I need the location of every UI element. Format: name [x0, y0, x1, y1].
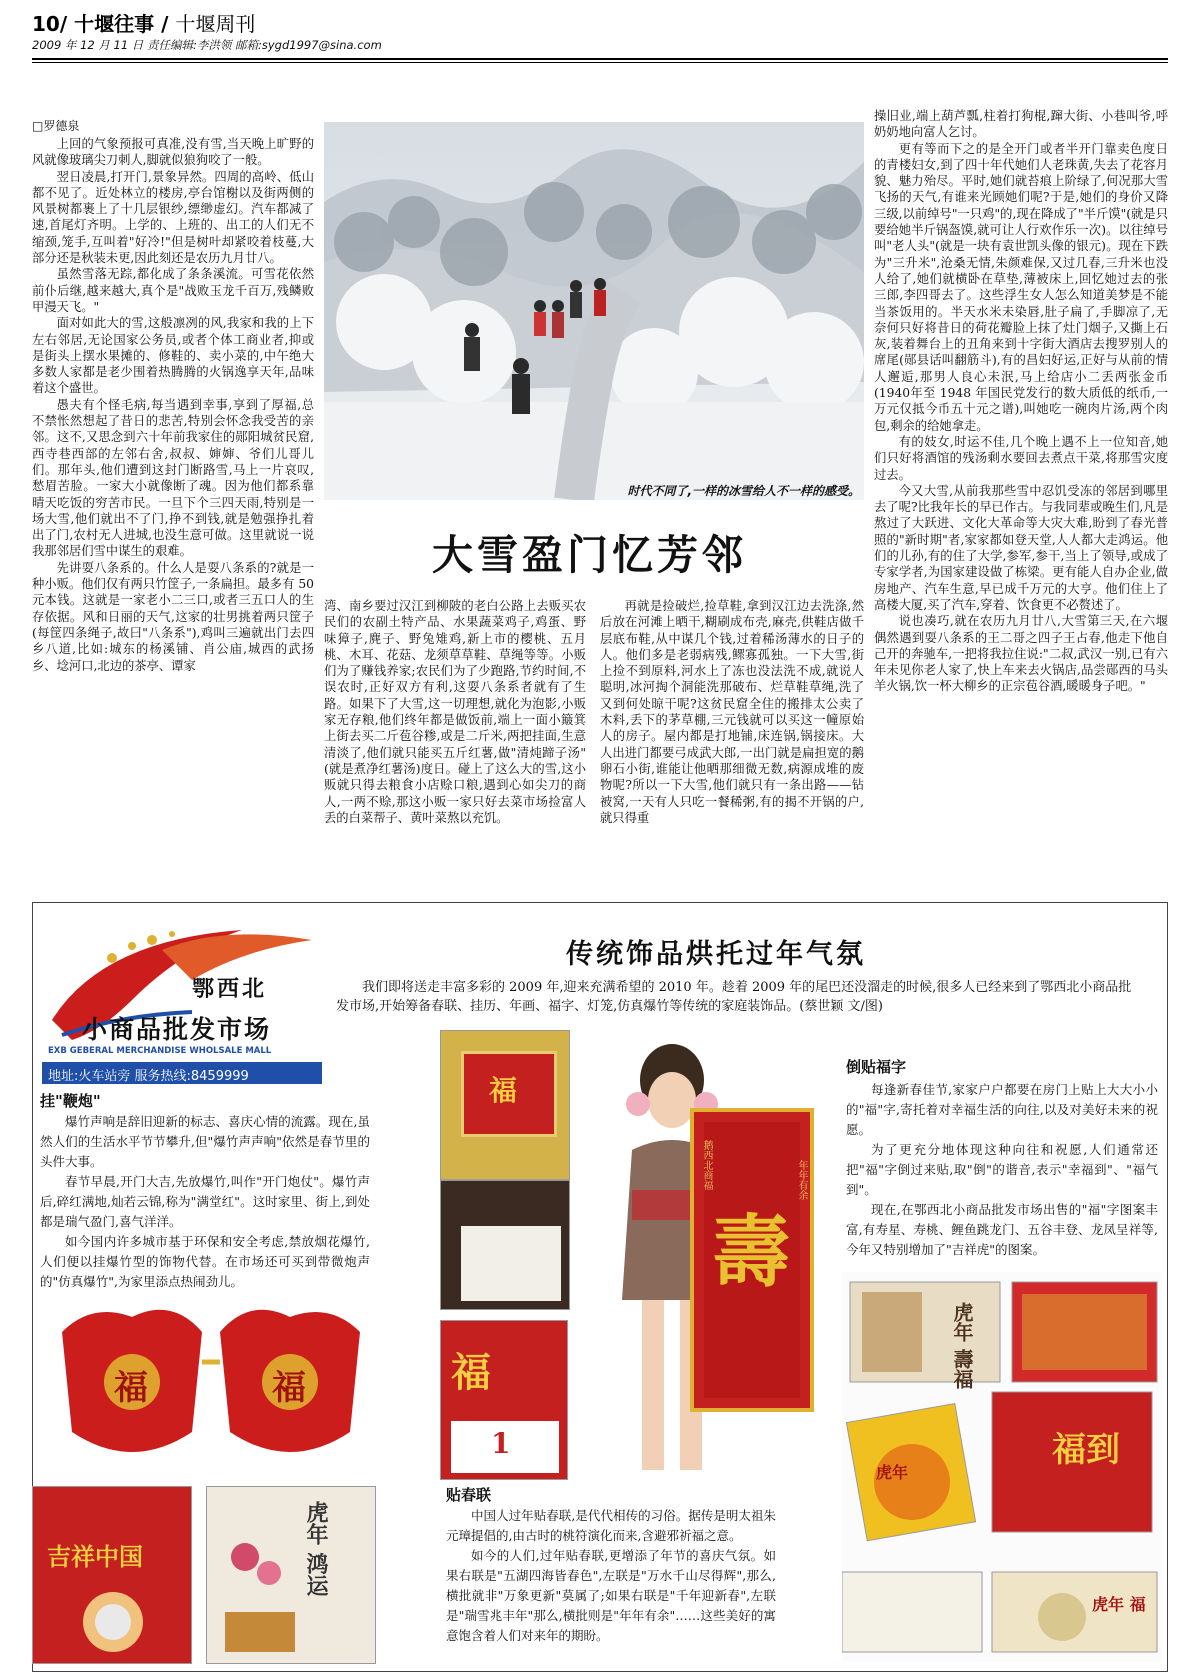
wall-calendar-photo: [440, 1320, 568, 1480]
paragraph: 愚夫有个怪毛病,每当遇到幸事,享到了厚福,总不禁怅然想起了昔日的悲苦,特别会怀念我受苦的亲邻。这不,又思念到六十年前我家住的郧阳城贫民窟,西寺巷西部的左邻右舍,叔叔、婶婶、爷们儿哥儿们。那年头,他们遭到这封门断路雪,马上一片哀叹,愁眉苦脸。一家大小就像断了魂。因为他们都系靠晴天吃饭的穷苦市民。一旦下个三四天雨,特别是一场大雪,他们就出不了门,挣不到钱,就是勉强挣扎着出了门,农村无人进城,也没生意可做。这里就说一说我那邻居们雪中谋生的艰难。: [32, 397, 314, 559]
article-column-1: [32, 136, 314, 891]
desk-calendar-2: [1012, 1282, 1157, 1382]
fu-box-photo: [440, 1030, 570, 1180]
section-body-fu: [846, 1080, 1158, 1260]
header-slash: /: [161, 12, 169, 36]
section-body-couplets: [446, 1506, 776, 1646]
desk-calendar-photo: [440, 1180, 570, 1310]
byline: □罗德泉: [32, 119, 80, 133]
fu-box-text: 福: [489, 1074, 518, 1107]
logo-name-1: 鄂西北: [192, 976, 268, 1002]
section-body-firecracker: [40, 1112, 370, 1292]
desk-calendar-1-text: 虎年 壽福: [950, 1302, 974, 1389]
paragraph: 更有等而下之的是全开门或者半开门靠卖色度日的青楼妇女,到了四十年代她们人老珠黄,失去了花容月貌、魅力殆尽。平时,她们就苔痕上阶绿了,何况那大雪飞扬的天气,有谁来光顾她们呢?于是,她们的身价又降三级,以前绰号"一只鸡"的,现在降成了"半斤馍"(就是只要给她半斤锅盔馍,就可让人行欢作乐一次)。以往绰号叫"老人头"(就是一块有袁世凯头像的银元)。现在下跌为"三升米",沧桑无情,朱颜难保,又过几春,三升米也没人给了,她们就横卧在草垫,薄被床上,回忆她过去的张三郎,李四哥去了。这些浮生女人怎么知道美梦是不能当茶饭用的。半天水米未染唇,肚子扁了,手脚凉了,无奈何只好将昔日的荷花瓣脸上抹了灶门烟子,又撕上石灰,装着舞台上的丑角来到十字街大酒店去搜罗别人的席尾(郧县话叫翻筋斗),有的昌妇好运,正好与从前的情人邂逅,那男人良心未泯,马上给店小二丢两张金币(1940年至 1948 年国民党发行的数大质低的纸币,一万元仅抵今币五十元之谱),叫她吃一碗肉片汤,两个肉包,剩余的给她拿走。: [874, 141, 1168, 433]
fu-char-right: 福: [272, 1368, 306, 1408]
scroll-side-right: 年年有余: [796, 1160, 807, 1200]
wall-calendar-fu: 福: [451, 1349, 491, 1396]
ad-title: 传统饰品烘托过年气氛: [566, 939, 866, 970]
paragraph: 今又大雪,从前我那些雪中忍饥受冻的邻居到哪里去了呢?比我年长的早已作古。与我同辈或晚生们,凡是熬过了大跃进、文化大革命等大灾大难,盼到了春光普照的"新时期"者,家家都如登天堂,人人都大走鸿运。他们的儿孙,有的住了大学,参军,参干,当上了领导,或成了专家学者,为国家建设做了栋梁。更有能人自办企业,做房地产、汽车生意,早已成千万元的大亨。他们住上了高楼大厦,买了汽车,穿着、饮食更不必赘述了。: [874, 483, 1168, 612]
paragraph: 虽然雪落无踪,都化成了条条溪流。可雪花依然前仆后继,越来越大,真个是"战败玉龙千百万,残鳞败甲漫天飞。": [32, 267, 314, 314]
paper-name: 十堰周刊: [175, 12, 256, 36]
wall-calendar-num: 1: [491, 1427, 511, 1460]
logo-name-2: 小商品批发市场: [82, 1015, 272, 1044]
paragraph: 为了更充分地体现这种向往和祝愿,人们通常还把"福"字倒过来贴,取"倒"的谐音,表示"幸福到"、"福气到"。: [846, 1142, 1158, 1197]
paragraph: 面对如此大的雪,这般凛冽的风,我家和我的上下左右邻居,无论国家公务员,或者个体工商业者,抑或是街头上摆水果摊的、修鞋的、卖小菜的,中午绝大多数人家都是老少围着热腾腾的火锅逸享天年,品味着这个盛世。: [32, 316, 314, 396]
desk-calendar-3-text: 虎年: [876, 1463, 909, 1482]
paragraph: 湾、南乡要过汉江到柳陂的老白公路上去贩买农民们的农副土特产品、水果蔬菜鸡子,鸡蛋、野味獐子,麂子、野兔雉鸡,新上市的樱桃、五月桃、木耳、花菇、龙须草草鞋、草绳等等。小贩们为了赚钱养家;农民们为了少跑路,节约时间,不误农时,正好双方有利,这耍八条系者就有了生路。如果下了大雪,这一切理想,就化为泡影,小贩家无存粮,他们终年都是做饭前,端上一面小簸箕上街去买二斤苞谷糁,或是二斤米,两把挂面,生意清淡了,他们就只能买五斤红薯,做"清炖蹄子汤"(就是煮净红薯汤)度日。碰上了这么大的雪,这小贩就只得去粮食小店赊口粮,遇到心如尖刀的商人,一两不赊,那这小贩一家只好去菜市场捡富人丢的白菜帮子、黄叶菜熬以充饥。: [324, 599, 586, 825]
logo-english: EXB GEBERAL MERCHANDISE WHOLSALE MALL: [48, 1046, 272, 1056]
firecracker-decoration-image: [52, 1302, 370, 1472]
scroll-fu-calligraphy: 壽: [712, 1207, 791, 1298]
page-header: [32, 8, 255, 37]
article-column-2: [324, 598, 586, 891]
paragraph: 春节早晨,开门大吉,先放爆竹,叫作"开门炮仗"。爆竹声后,碎红满地,灿若云锦,称为"满堂红"。这时家里、街上,到处都是瑞气盈门,喜气洋洋。: [40, 1174, 370, 1229]
paragraph: 上回的气象预报可真准,没有雪,当天晚上旷野的风就像玻璃尖刀刺人,脚就似狼狗咬了一般。: [32, 137, 314, 168]
desk-calendar-4-text: 福到: [1052, 1430, 1120, 1470]
header-rule-thin: [32, 62, 1168, 63]
snow-scene-image: [324, 122, 864, 500]
calendar-2-text: 虎年 鸿运: [303, 1501, 329, 1597]
model-with-scroll-photo: [572, 1040, 822, 1480]
section-title-couplets: 贴春联: [446, 1486, 492, 1504]
page-number: 10/: [32, 12, 68, 36]
section-title-fu: 倒贴福字: [846, 1058, 907, 1076]
paragraph: 有的妓女,时运不佳,几个晚上遇不上一位知音,她们只好将酒馆的残汤剩水要回去煮点干菜,将那雪灾度过去。: [874, 434, 1168, 482]
paragraph: 如今的人们,过年贴春联,更增添了年节的喜庆气氛。如果右联是"五湖四海皆春色",左联是"万水千山尽得辉",那么,横批就非"万象更新"莫属了;如果右联是"千年迎新春",左联是"瑞雪兆丰年"那么,横批则是"年年有余"……这些美好的寓意饱含着人们对来年的期盼。: [446, 1548, 776, 1643]
article-column-3: [600, 598, 864, 891]
paragraph: 翌日凌晨,打开门,景象异然。四周的高岭、低山都不见了。近处林立的楼房,亭台馆榭以及街两侧的风景树都裹上了十几层银纱,缥缈虚幻。汽车都减了速,首尾灯齐明。上学的、上班的、出工的人们无不缩颈,笼手,互叫着"好冷!"但是树叶却紧咬着枝蔓,大部分还是秋装未更,因此刻还是农历九月廿八。: [32, 169, 314, 266]
ad-intro: 我们即将送走丰富多彩的 2009 年,迎来充满希望的 2010 年。趁着 2009 年的尾巴还没溜走的时候,很多人已经来到了鄂西北小商品批发市场,开始筹备春联、挂历、年画、福字、灯笼,仿真爆竹等传统的家庭装饰品。(蔡世颖 文/图): [336, 980, 1132, 1014]
photo-caption: 时代不同了,一样的冰雪给人不一样的感受。: [627, 484, 860, 498]
calendar-1-text: 吉祥中国: [47, 1542, 143, 1571]
calendar-photo-2: [206, 1486, 376, 1664]
article-column-4: [874, 108, 1168, 891]
desk-calendar-5-text: 虎年 福: [1092, 1595, 1146, 1614]
desk-calendar-1: [850, 1282, 1000, 1382]
header-rule: [32, 58, 1168, 60]
paragraph: 每逢新春佳节,家家户户都要在房门上贴上大大小小的"福"字,寄托着对幸福生活的向往,以及对美好未来的祝愿。: [846, 1082, 1158, 1137]
desk-calendars-photo: [842, 1272, 1162, 1662]
market-logo: [42, 920, 322, 1085]
paragraph: 如今国内许多城市基于环保和安全考虑,禁放烟花爆竹,人们便以挂爆竹型的饰物代替。在市场还可买到带微炮声的"仿真爆竹",为家里添点热闹劲儿。: [40, 1234, 370, 1289]
paragraph: 说也凑巧,就在农历九月廿八,大雪第三天,在六堰偶然遇到耍八条系的王二哥之四子王占春,他走下他自己开的奔驰车,一把将我拉住说:"二叔,武汉一别,已有六年未见你老人家了,快上车来去火锅店,品尝郧西的马头羊火锅,饮一杯大柳乡的正宗苞谷酒,暖暖身子吧。": [874, 614, 1168, 694]
logo-address: 地址:火车站旁 服务热线:8459999: [48, 1069, 249, 1084]
header-meta: 2009 年 12 月 11 日 责任编辑:李洪领 邮箱:sygd1997@sina.com: [32, 38, 382, 52]
section-title: 十堰往事: [74, 12, 155, 36]
article-headline: 大雪盈门忆芳邻: [432, 531, 747, 579]
logo-graphic: [42, 920, 322, 1085]
desk-calendar-3: [846, 1404, 975, 1541]
paragraph: 操旧业,端上葫芦瓢,柱着打狗棍,蹿大街、小巷叫爷,呼奶奶地向富人乞讨。: [874, 109, 1168, 140]
calendar-photo-1: [32, 1486, 192, 1664]
paragraph: 爆竹声响是辞旧迎新的标志、喜庆心情的流露。现在,虽然人们的生活水平节节攀升,但"爆竹声声响"依然是春节里的头件大事。: [40, 1114, 370, 1169]
paragraph: 再就是捡破烂,捡草鞋,拿到汉江边去洗涤,然后放在河滩上晒干,糊刷成布壳,麻壳,供鞋店做千层底布鞋,从中谋几个钱,过着稀汤薄水的日子的人。他们多是老弱病残,鳏寡孤独。一下大雪,街上捡不到原料,河水上了冻也没法洗不成,就说人聪明,冰河掏个洞能洗那破布、烂草鞋草绳,洗了又到何处晾干呢?这贫民窟全住的搬排太公卖了木料,丢下的茅草棚,三元钱就可以买这一幢原始人的房子。屋内都是打地铺,床连锅,锅接床。大人出进门都要弓成武大郎,一出门就是扁担宽的鹅卵石小街,谁能让他晒那细微无数,病源成堆的废物呢?所以一下大雪,他们就只有一条出路——钻被窝,一天有人只吃一餐稀粥,有的揭不开锅的户,就只得重: [600, 599, 864, 825]
fu-char-left: 福: [114, 1368, 148, 1408]
scroll-side-left: 鹅西北商福: [701, 1140, 712, 1190]
paragraph: 先讲耍八条系的。什么人是耍八条系的?就是一种小贩。他们仅有两只竹筐子,一条扁担。最多有 50 元本钱。这就是一家老小二三口,或者三五口人的生存依据。风和日丽的天气,这家的壮男挑着两只筐子(每筐四条绳子,故曰"八条系"),鸡叫三遍就出门去四乡八道,比如:城东的杨溪铺、肖公庙,城西的武扬乡、埝河口,北边的茶亭、谭家: [32, 560, 314, 673]
paragraph: 现在,在鄂西北小商品批发市场出售的"福"字图案丰富,有寿星、寿桃、鲤鱼跳龙门、五谷丰登、龙凤呈祥等,今年又特别增加了"吉祥虎"的图案。: [846, 1202, 1158, 1257]
snow-photo: [324, 122, 864, 500]
section-title-firecracker: 挂"鞭炮": [40, 1092, 101, 1110]
paragraph: 中国人过年贴春联,是代代相传的习俗。据传是明太祖朱元璋提倡的,由古时的桃符演化而来,含避邪祈福之意。: [446, 1508, 776, 1543]
